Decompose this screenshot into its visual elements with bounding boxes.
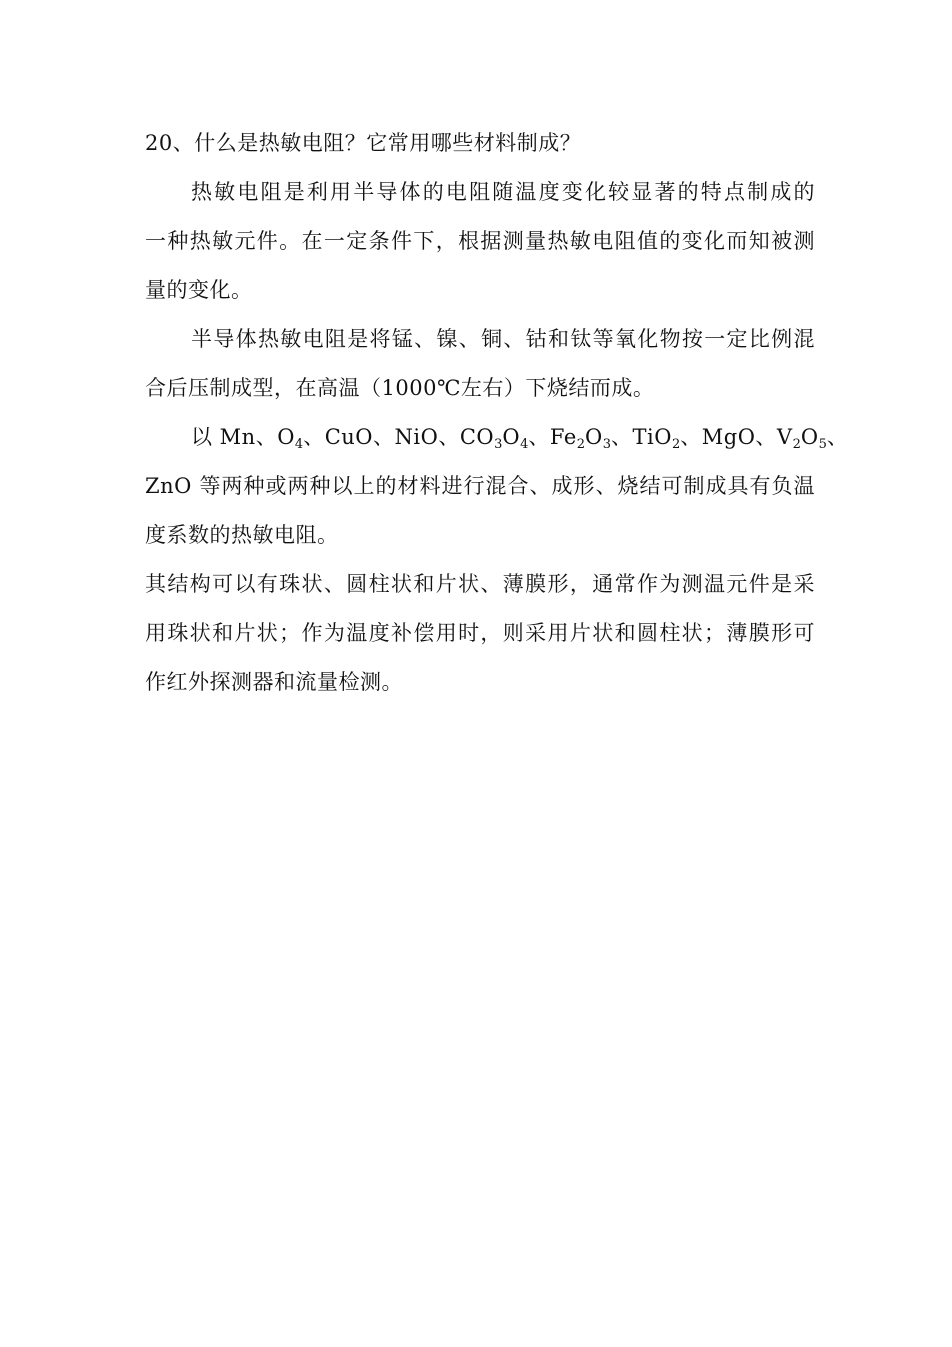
- paragraph-1-line-2: 一种热敏元件。在一定条件下，根据测量热敏电阻值的变化而知被测: [145, 229, 815, 253]
- formula-text: 、CuO、NiO、CO: [303, 425, 495, 449]
- formula-text: 、MgO、V: [680, 425, 793, 449]
- formula-subscript: 5: [818, 437, 827, 452]
- formula-prefix: 以 Mn、O: [191, 425, 295, 449]
- formula-subscript: 4: [294, 437, 304, 452]
- formula-text: O: [502, 425, 521, 449]
- paragraph-4-line-2: 用珠状和片状；作为温度补偿用时，则采用片状和圆柱状；薄膜形可: [145, 621, 815, 645]
- formula-text: O: [585, 425, 603, 449]
- paragraph-2-line-2: 合后压制成型，在高温（1000℃左右）下烧结而成。: [145, 376, 655, 400]
- formula-text: 、Fe: [528, 425, 577, 449]
- formula-subscript: 3: [602, 437, 612, 452]
- paragraph-1-line-1: 热敏电阻是利用半导体的电阻随温度变化较显著的特点制成的: [191, 180, 815, 204]
- paragraph-3-formula-line: [191, 422, 848, 460]
- paragraph-3-line-2: ZnO 等两种或两种以上的材料进行混合、成形、烧结可制成具有负温: [145, 474, 815, 498]
- formula-subscript: 4: [520, 437, 529, 452]
- formula-text: O: [800, 425, 819, 449]
- question-heading: 20、什么是热敏电阻？它常用哪些材料制成？: [145, 131, 582, 155]
- paragraph-4-line-1: 其结构可以有珠状、圆柱状和片状、薄膜形，通常作为测温元件是采: [145, 572, 815, 596]
- formula-subscript: 2: [576, 437, 586, 452]
- paragraph-2-line-1: 半导体热敏电阻是将锰、镍、铜、钴和钛等氧化物按一定比例混: [191, 327, 815, 351]
- paragraph-3-line-3: 度系数的热敏电阻。: [145, 523, 339, 547]
- formula-subscript: 2: [671, 437, 681, 452]
- formula-text: 、: [826, 425, 849, 449]
- paragraph-1-line-3: 量的变化。: [145, 278, 253, 302]
- formula-subscript: 2: [792, 437, 801, 452]
- formula-text: 、TiO: [611, 425, 672, 449]
- paragraph-4-line-3: 作红外探测器和流量检测。: [145, 670, 403, 694]
- formula-subscript: 3: [494, 437, 503, 452]
